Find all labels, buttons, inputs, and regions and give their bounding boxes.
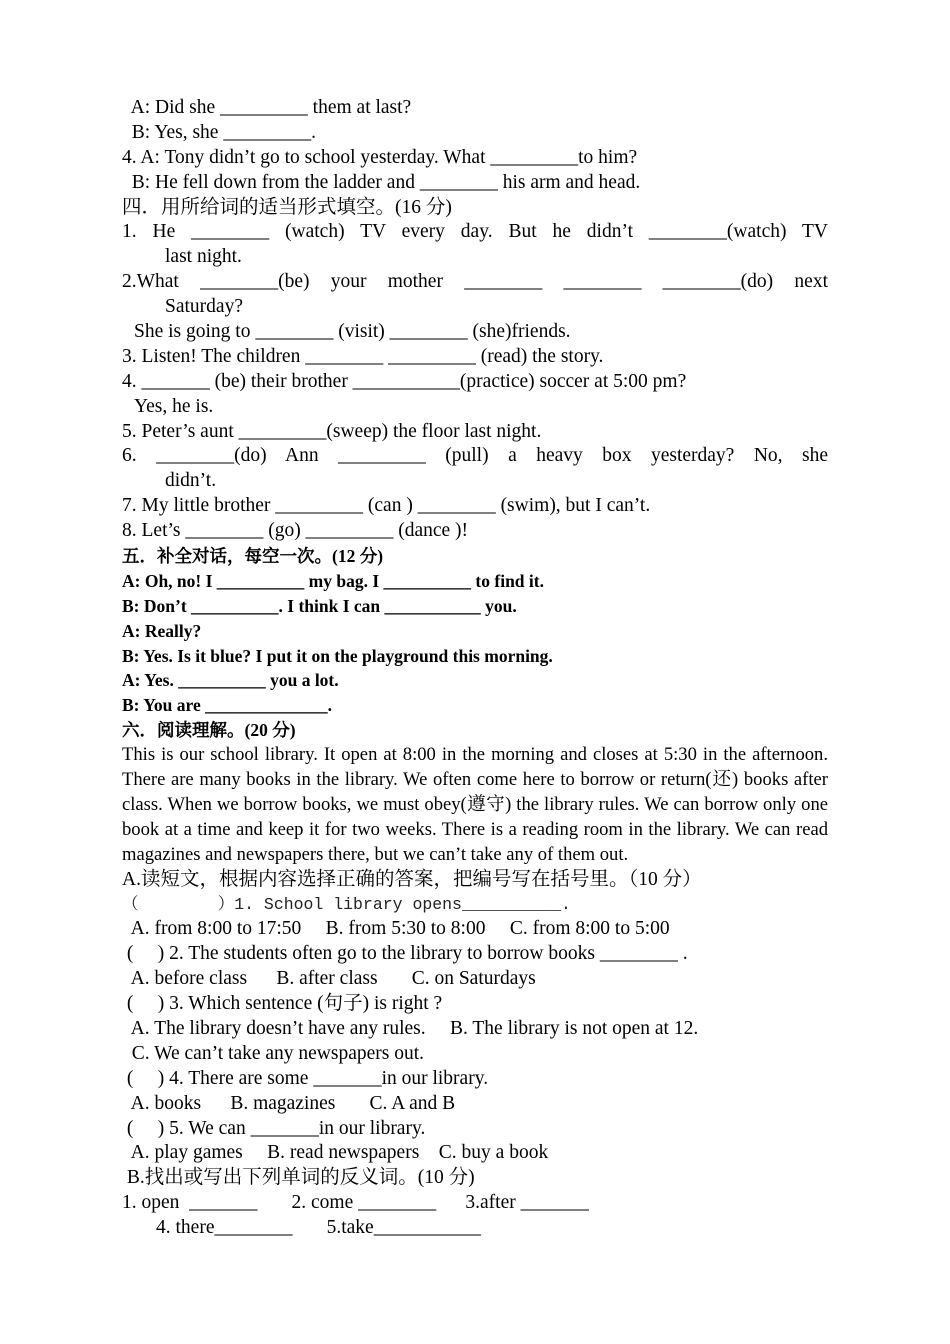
antonym-row: 4. there________ 5.take___________ bbox=[156, 1217, 481, 1239]
question-3: ( ) 3. Which sentence (句子) is right ? bbox=[122, 993, 443, 1015]
question-3-options: C. We can’t take any newspapers out. bbox=[122, 1042, 425, 1064]
question-line: 4. A: Tony didn’t go to school yesterday. What _________to him? bbox=[122, 146, 638, 168]
dialogue-line: B: Don’t __________. I think I can ___________ you. bbox=[122, 595, 517, 616]
fill-item-6: 6. ________(do) Ann _________ (pull) a heavy box yesterday? No, she bbox=[122, 445, 828, 467]
dialogue-line: A: Really? bbox=[122, 620, 202, 641]
dialogue-line: B: Yes, she _________. bbox=[122, 121, 316, 143]
question-2: ( ) 2. The students often go to the library to borrow books ________ . bbox=[122, 943, 688, 965]
dialogue-line: B: He fell down from the ladder and ________ his arm and head. bbox=[122, 171, 641, 193]
fill-item-4: 4. _______ (be) their brother ___________(practice) soccer at 5:00 pm? bbox=[122, 370, 687, 392]
antonym-row: 1. open _______ 2. come ________ 3.after _______ bbox=[122, 1192, 589, 1214]
passage-text: This is our school library. It open at 8:00 in the morning and closes at 5:30 in the afternoon. There are many books in the library. We often come here to borrow or return(还) books after class. When we borrow books, we must obey(遵守) the library rules. We can borrow only one book at a time and keep it for two weeks. There is a reading room in the library. We can read magazines and newspapers there, but we can’t take any of them out. bbox=[122, 744, 828, 865]
question-2-options: A. before class B. after class C. on Saturdays bbox=[122, 968, 536, 990]
section-4-heading: 四．用所给词的适当形式填空。(16 分) bbox=[122, 196, 452, 218]
question-4: ( ) 4. There are some _______in our library. bbox=[122, 1067, 489, 1089]
question-1-options: A. from 8:00 to 17:50 B. from 5:30 to 8:00 C. from 8:00 to 5:00 bbox=[122, 918, 670, 940]
dialogue-line: B: You are ______________. bbox=[122, 695, 332, 716]
fill-item-2: 2.What ________(be) your mother ________ ________ ________(do) next bbox=[122, 271, 828, 293]
question-4-options: A. books B. magazines C. A and B bbox=[122, 1092, 456, 1114]
fill-item-1-cont: last night. bbox=[165, 246, 242, 268]
question-5: ( ) 5. We can _______in our library. bbox=[122, 1117, 426, 1139]
fill-item-5: 5. Peter’s aunt _________(sweep) the floor last night. bbox=[122, 420, 542, 442]
fill-item-1: 1. He ________ (watch) TV every day. But he didn’t ________(watch) TV bbox=[122, 221, 828, 243]
dialogue-line: B: Yes. Is it blue? I put it on the playground this morning. bbox=[122, 645, 553, 666]
question-5-options: A. play games B. read newspapers C. buy a book bbox=[122, 1142, 549, 1164]
fill-item-2-answer: She is going to ________ (visit) ________ (she)friends. bbox=[134, 321, 571, 343]
question-3-options: A. The library doesn’t have any rules. B. The library is not open at 12. bbox=[122, 1018, 699, 1040]
fill-item-6-cont: didn’t. bbox=[165, 470, 217, 492]
fill-item-7: 7. My little brother _________ (can ) ________ (swim), but I can’t. bbox=[122, 495, 651, 517]
part-a-heading: A.读短文，根据内容选择正确的答案，把编号写在括号里。（10 分） bbox=[122, 868, 702, 890]
section-6-heading: 六．阅读理解。(20 分) bbox=[122, 720, 296, 741]
dialogue-line: A: Oh, no! I __________ my bag. I __________ to find it. bbox=[122, 570, 544, 591]
question-1: （ ）1. School library opens__________. bbox=[122, 894, 571, 914]
fill-item-4-answer: Yes, he is. bbox=[134, 395, 214, 417]
section-5-heading: 五．补全对话，每空一次。(12 分) bbox=[122, 546, 384, 567]
part-b-heading: B.找出或写出下列单词的反义词。(10 分) bbox=[122, 1167, 475, 1189]
dialogue-line: A: Yes. __________ you a lot. bbox=[122, 670, 339, 691]
fill-item-3: 3. Listen! The children ________ _________ (read) the story. bbox=[122, 345, 604, 367]
fill-item-8: 8. Let’s ________ (go) _________ (dance )! bbox=[122, 520, 469, 542]
reading-passage bbox=[122, 743, 828, 868]
fill-item-2-cont: Saturday? bbox=[165, 296, 243, 318]
exam-page bbox=[122, 96, 828, 1241]
dialogue-line: A: Did she _________ them at last? bbox=[122, 97, 412, 118]
